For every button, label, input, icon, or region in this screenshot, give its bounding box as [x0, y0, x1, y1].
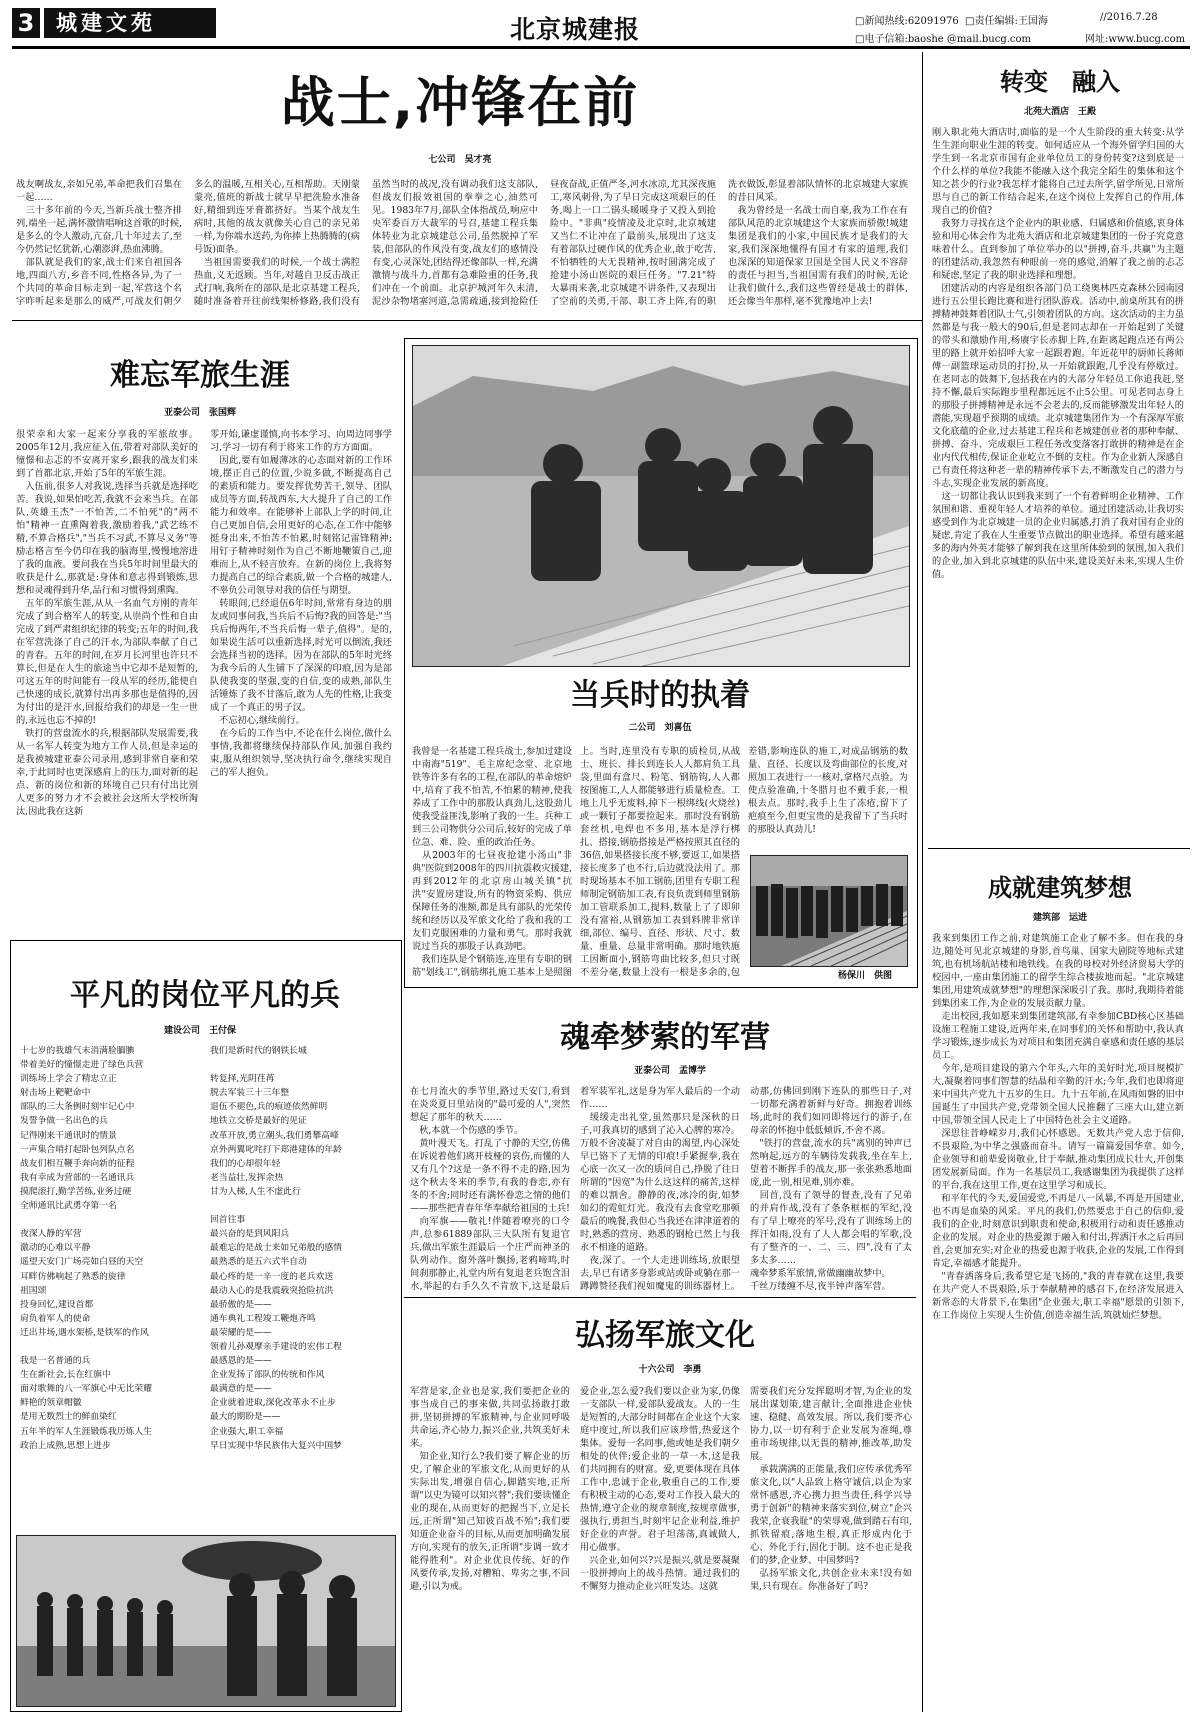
hunqian-bottom-rule	[404, 1297, 916, 1298]
main-article-col3: 虽然当时的战况,没有调动我们这支部队,但战友们报效祖国的拳拳之心,油然可见。1983年7月,部队全体指战员,响应中央军委百万大裁军的号召,基建工程兵集体转业为北京城建总公司,虽然脱掉了军装,但部队的作风没有变,战友们的感情没有变,心灵深处,团结得还像部队一样,充满激情与战斗力,首都有急难险重的任务,我们冲在一个前面。北京护城河年久未清,泥沙杂物堵塞河道,急需疏通,接到抢险任	[372, 179, 538, 307]
hongyang-col2: 爱企业,怎么爱?我们要以企业为家,仍像一支部队一样,爱部队爱战友。人的一生是短暂的,大部分时间都在企业这个大家庭中度过,所以我们应该珍惜,热爱这个集体。爱每一名同事,他或她是我们朝夕相处的伙伴;爱企业的一草一木,这是我们共同拥有的财富。爱,更要体现在具体工作中,忠诚于企业,敬重自己的工作,要有积极主动的心态,要对工作投入最大的热情,遵守企业的规章制度,按规章做事,强执行,勇担当,时刻牢记企业利益,维护好企业的声誉。君子坦荡荡,真诚做人,用心做事。 兴企业,如何兴?兴是振兴,就是要凝聚一股拼搏向上的战斗热情。通过我们的不懈努力推动企业兴旺发达。这就	[580, 1386, 740, 1592]
photo-top	[412, 345, 910, 667]
soldiers-parade-image	[17, 1536, 395, 1706]
right-column-rule	[928, 848, 1190, 849]
paper-name: 北京城建报	[509, 15, 640, 44]
hongyang-col1: 军营是家,企业也是家,我们要把企业的事当成自己的事来做,共同弘扬敢打敢拼,坚韧拼搏的军旅精神,与企业同呼吸共命运,齐心协力,振兴企业,共筑美好未来。 知企业,知行么?我们要了解企业的历史,了解企业的军旅文化,从而更好的从实际出发,增强自信心,脚踏实地,正所谓"以史为镜可以知兴替";我们要读懂企业的现在,从而更好的把握当下,立足长远,正所谓"知己知彼百战不殆";我们要知道企业奋斗的目标,从而更加明确发展方向,实现有的放矢,正所谓"步调一致才能得胜利"。对企业优良传统、好的作风要传承,发扬,对糟粕、卑劣之事,不回避,引以为戒。	[410, 1386, 570, 1592]
chengjiu-text: 我来到集团工作之前,对建筑施工企业了解不多。但在我的身边,随处可见北京城建的身影,首鸟巢、国家大剧院等地标式建筑,也有机场航站楼和地铁线。在我的母校对外经济贸易大学的校园中,一座由集团施工的留学生综合楼拔地而起。"北京城建集团,用建筑成就梦想"的理想深深吸引了我。那时,我期待着能到集团来工作,为企业的发展贡献力量。 走出校园,我如愿来到集团建筑部,有幸参加CBD核心区基础设施工程施工建设,近两年来,在同事们的关怀和帮助中,我认真学习锻炼,逐步成长为对项目和集团充满自豪感和责任感的基层员工。 今年,是项目建设的第六个年头,六年的美好时光,项目规模扩大,凝聚着同事们智慧的结晶和辛勤的汗水;今年,我们也即将迎来中国共产党九十五岁的生日。九十五年前,在风雨如磐的旧中国诞生了中国共产党,党带领全国人民推翻了三座大山,建立新中国,带领全国人民走上了中国特色社会主义道路。 深思往昔峥嵘岁月,我们心怀感恩。无数共产党人忠于信仰,不畏艰险,为中华之强盛而奋斗。请写一篇篇爱国华章。如今,企业领导和前辈爱岗敬业,甘于奉献,推动集团成长壮大,开创集团发展新局面。作为一名基层员工,我感谢集团为我提供了这样的平台,我在这里工作,更在这里学习和成长。 和平年代的今天,爱国爱党,不再是八一风暴,不再是开国建业,也不再是血染的风采。平凡的我们,仍然要忠于自己的信仰,爱我们的企业,时刻意识到职责和使命,积极用行动和责任感推动企业的发展。对企业的热爱源于融入和付出,挥洒汗水之后再回首,会更加充实;对企业的热爱也源于收获,企业的发展,工作得到肯定,幸福感才能提升。 "青春洒落身后,我希望它是飞扬的,"我的青春就在这里,我要在共产党人不畏艰险,乐于奉献精神的感召下,在经济发展进入新常态的大背景下,在集团"企业强大,职工幸福"愿景的引领下,在工作岗位上实现人生价值,创造幸福生活,筑就灿烂梦想。	[932, 933, 1184, 1321]
hunqian-col1: 在七月流火的季节里,路过天安门,看到在炎炎夏日里站岗的"最可爱的人",突然想起了那年的秋天…… 秋,本就一个伤感的季节。 黄叶漫天飞。打乱了寸静的天空,仿佛在诉说着他们离开枝桠的哀伤,而懂的人又有几个?这是一条不得不走的路,因为这个秋去冬来的季节,有我的眷恋,亦有冬的不舍;同时还有满怀眷恋之情的他们——那些把青春年华奉献给祖国的士兵! 向军旗——敬礼!伴随着嘹亮的口令声,总参61889部队三大队所有复退官兵,做出军旅生涯最后一个庄严而神圣的队列动作。窗外落叶飘扬,老鸦啼鸣,时间刹那静止,礼堂内所有复退老兵饱含泪水,举起的右手久久不肯放下,这是最后	[410, 1086, 570, 1292]
zhizhuo-col2: 上。当时,连里没有专职的质检员,从战士、班长、排长到连长人人都肩负工具袋,里面有盒尺、粉笔、钢筋钩,人人都按图施工,人人都能够进行质量检查。工地上几乎无废料,掉下一根绑线(火烧丝)或一颗钉子都要捡起来。那时没有钢筋套丝机,电焊也不多用,基本是浮行梆扎、搭接,钢筋搭接是严格按照其直径的36倍,如果搭接长度不够,要返工,如果搭接长度多了也不行,后边就没法用了。那时现场基本不加工钢筋,团里有专职工程师制定钢筋加工表,有良负责到师里钢筋加工管联系加工,提料,数量上了了即卯没有富裕,从钢筋加工表到料牌非常详细,部位、编号、直径、形状、尺寸、数量、重量、总量非常明确。那时地铁施工因断面小,钢筋弯曲比较多,但只寸既不差分毫,数量上没有一根是多余的,包	[580, 746, 740, 978]
hunqian-byline: 亚泰公司 孟博学	[633, 1066, 706, 1076]
nanwang-byline: 亚泰公司 张国辉	[163, 408, 236, 418]
page-number-badge: 3	[12, 8, 40, 38]
rebar-inspection-image	[751, 856, 907, 966]
pingfan-verse1: 十七岁的我雄气未消满脸腼腆 带着美好的憧憬走进了绿色兵营 训练场上学会了精忠立正 射击场上靶靶命中 部队的三大条例时刻牢记心中 发誓争做一名出色的兵 记得刚来干通讯时的情景 一声集合哨打起卧包列队点名 战友们相互鞭手奔向新的征程 我有幸成为营部的一名通讯兵 摸爬滚打,勤学苦练,业务过硬 全师通讯比武勇夺第一名 夜深人静的军营 激动的心难以平静 遥望天安门广场亮如白昼的天空 耳畔仿佛响起了熟悉的旋律 祖国颂 投身回忆,建设首都 肩负着军人的使命 迁出井场,遇水架桥,是铁军的作风 我是一名普通的兵 生在新社会,长在红旗中 面对歌舞的八一军旗心中无比荣耀 鲜艳的领章帽徽 是用无数烈士的鲜血染红 五年半的军人生涯锻炼我历炼人生 政治上成熟,思想上进步	[20, 1046, 152, 1451]
photo-bottom-credit: 杨保川 供图	[837, 971, 892, 981]
hunqian-col3: 动那,仿佛回到刚下连队的那些日子,对一切都充满着新鲜与好奇。拥抱着训练场,此时的我们如同即将远行的游子,在母亲的怀抱中低低倾诉,不舍不离。 "铁打的营盘,流水的兵"离别的钟声已然响起,远方的车辆待发载我,坐在车上,望着不断挥手的战友,那一张张熟悉地面庞,此一别,相见难,别亦难。 回首,没有了领导的督查,没有了兄弟的并肩作战,没有了条条框框的军纪,没有了早上嘹亮的军号,没有了训练场上的挥汗如雨,没有了人人都会唱的军歌,没有了整齐的一、二、三、四",没有了太多太多…… 魂牵梦系军旅情,常做幽幽故梦中。 千丝万缕缠不尽,夜半钟声落军营。	[750, 1086, 912, 1292]
photo-bottom	[750, 855, 908, 967]
pingfan-photo	[16, 1535, 396, 1707]
main-article-col2: 多么的温暖,互相关心,互相帮助。天刚蒙蒙亮,值班的新战士就早早把洗脸水准备好,精细到连牙膏都挤好。当某个战友生病时,其他的战友就像关心自己的亲兄弟一样,为你端水送药,为你捧上热腾腾的(病号饭)面条。 当祖国需要我们的时候,一个战士满腔热血,义无返顾。当年,对越自卫反击战正式打响,我所在的部队是北京基建工程兵,随时准备着开往前线架桥修路,我们没有	[194, 179, 360, 307]
website: 网址:www.bucg.com	[1085, 34, 1186, 45]
zhizhuo-col1: 我曾是一名基建工程兵战士,参加过建设中南海"519"、毛主席纪念堂、北京地铁等许多有名的工程,在部队的革命熔炉中,培育了我不怕苦,不怕累的精神,使我养成了工作中的那股认真劲儿,这股劲儿使我受益匪浅,影响了我的一生。兵种工到三公司物供分公司后,较好的完成了单位急、难、险、重的政治任务。 从2003年的七昼夜抢建小汤山"非典"医院到2008年的四川抗震救灾援建,再到2012年的北京房山城关镇"抗洪"安置房建设,所有的物资采购、供应保障任务的准额,都是具有部队的光荣传统和经历以及军旅文化给了我和我的工友们克服困难的力量和勇气。那时我就说过当兵的那股子认真劲吧。 我们连队是个钢筋连,连里有专职的钢筋"划线工",钢筋绑扎施工基本上是照图	[412, 746, 572, 978]
pingfan-title: 平凡的岗位平凡的兵	[70, 978, 340, 1013]
pingfan-verse2: 我们是新时代的钢铁长城 转复择,光阴荏苒 脱去军装三十三年整 退伍不褪色,兵的痕迹依然鲜明 地铁立交桥是最好的见证 改革开放,勇立潮头,我们勇攀高峰 京外两翼叱咤打下郑港建体的年龄 我们的心却很年轻 老当益壮,发挥余热 甘为人梯,人生不虚此行 回首往事 最兴奋的是到风阳兵 最难忘的是战士来如兄弟般的感情 最熟悉的是五六式半自动 最心疼的是一辛一度的老兵欢送 最动人心的是我震载突抢险抗洪 最骄傲的是—— 通车典礼工程竣工鞭炮齐鸣 最荣耀的是—— 领着儿孙观摩亲手建设的宏伟工程 最感恩的是—— 企业发扬了部队的传统和作风 最满意的是—— 企业就着进取,深化改革永不止步 最大的期盼是—— 企业强大,职工幸福 早日实现中华民族伟大复兴中国梦	[210, 1046, 342, 1451]
hongyang-title: 弘扬军旅文化	[575, 1318, 755, 1353]
nanwang-col2: 零开始,谦虚谨慎,向书本学习、向周边同事学习,学习一切有利于将来工作的方方面面。 因此,要有如履薄冰的心态面对新的工作环境,摆正自己的位置,少说多做,不断提高自己的素质和能力。要发挥优势苦干,领导、团队成员等方面,转战西东,大大提升了自己的工作能力和效率。在能够补上部队上学的时间,让自己更加自信,会用更好的心态,在工作中能够挺身出来,不怕苦不怕累,时刻铭记雷锋精神;用钉子精神时刻作为自己不断地鞭策自己,迎难而上,从不轻言放弃。在新的岗位上,我将努力提高自己的综合素质,做一个合格的城建人,不辜负公司领导对我的信任与期望。 转眼间,已经退伍6年时间,常常有身边的朋友或同事问我,当兵后不后悔?我的回答是:"当兵后悔两年,不当兵后悔一辈子,值得"。是的,如果说生活可以重新选择,时光可以倒流,我还会选择当初的选择。因为在部队的5年时光终为我今后的人生铺下了深深的印痕,因为是部队使我变的坚强,变的自信,变的成熟,部队生活锤炼了我不甘落后,敢为人先的性格,让我变成了一个真正的男子汉。 不忘初心,继续前行。 在今后的工作当中,不论在什么岗位,做什么事情,我都将继续保持部队作风,加强自我约束,服从组织领导,坚决执行命令,继续实现自己的军人抱负。	[210, 429, 392, 778]
zhizhuo-title: 当兵时的执着	[570, 678, 750, 713]
email: □电子信箱:baoshe @mail.bucg.com	[855, 34, 1032, 45]
zhuanbian-title: 转变 融入	[1000, 68, 1120, 96]
hunqian-title: 魂牵梦萦的军营	[560, 1020, 770, 1055]
soldiers-rooftop-image	[413, 346, 909, 666]
chengjiu-title: 成就建筑梦想	[988, 874, 1132, 902]
chengjiu-byline: 建筑部 运进	[1032, 913, 1087, 923]
section-title: 城建文苑	[44, 8, 216, 38]
zhizhuo-col3: 差错,影响连队的施工,对成品钢筋的数量、直径、长度以及弯曲部位的长度,对照加工表进行一一核对,拿格尺点验。为使点验准确,十冬腊月也不戴手套,一根根去点。那时,我手上生了冻疮,留下了疤痕至今,但更宝贵的是我留下了当兵时的那股认真劲儿!	[748, 746, 908, 835]
zhuanbian-byline: 北苑大酒店 王殿	[1023, 107, 1096, 117]
header-rule	[12, 46, 1190, 49]
main-article-title: 战士,冲锋在前	[280, 71, 640, 134]
zhuanbian-text: 刚入职北苑大酒店时,面临的是一个人生阶段的重大转变:从学生生涯向职业生涯的转变。如何适应从一个海外留学归国的大学生到一名北京市国有企业单位员工的身份转变?这到底是一个什么样的单位?我能不能融入这个我完全陌生的集体和这个知之甚少的行业?我怎样才能将自己过去所学,留学所见,日常所思与自己的新工作结合起来,在这个岗位上发挥自己的作用,体现自己的价值? 我努力寻找在这个企业内的职业感、归属感和价值感,衷身体验和用心体会作为北苑大酒店和北京城建集团的一份子究竟意味着什么。直到参加了单位举办的以"拼搏,奋斗,共赢"为主题的团建活动,我忽然有种眼前一亮的感觉,消解了我之前的忐忑和疑虑,坚定了我的职业选择和理想。 团建活动的内容是组织各部门员工绕奥林匹克森林公园南园进行五公里长跑比赛和进行团队游戏。活动中,前桌所其有的拼搏精神鼓舞着团队士气,引领着团队的方向。这次活动的主力虽然都是与我一般大的90后,但是老同志却在一开始起到了关键的带头和激励作用,杨赓宇长赤脚上阵,在距离起跑点还有两公里的路上就开始招呼大家一起跟着跑。年近花甲的厨师长蒋师傅一副篮球运动员的打扮,从一开始就跟跑,几乎没有停歇过。在老同志的鼓舞下,包括我在内的大部分年轻员工你追我赶,坚持不懈,最后实际跑步里程都远远不止5公里。可见老同志身上的那股子拼搏精神是永远不会老去的,反而能够激发出年轻人的潜能,实现超乎预期的成绩。北京城建集团作为一个有深厚军旅文化底蕴的企业,过去基建工程兵和老城建创业者的那种奉献、拼搏、奋斗、完成艰巨工程任务改变落客打敢拼的精神是在企业内代代相传,保证企业屹立不倒的支柱。作为企业新人深感自己有责任将这种老一辈的精神传承下去,不断激发自己的潜力与斗志,实现企业发展的新高度。 这一切都让我认识到我来到了一个有着鲜明企业精神、工作氛围和谐、重视年轻人才培养的单位。通过团建活动,让我切实感受到作为北京城建一员的企业归属感,打消了我对国有企业的疑虑,肯定了我在人生重要节点做出的职业选择。希望有越来越多的海内外英才能够了解到我在这里所体验到的氛围,加入我们的企业,加入到北京城建的队伍中来,建设美好未来,实现人生价值。	[932, 127, 1184, 580]
hotline: □新闻热线:62091976	[855, 16, 959, 27]
main-article-byline: 七公司 吴才亮	[428, 155, 492, 165]
main-article-col1: 战友啊战友,亲如兄弟,革命把我们召集在一起…… 三十多年前的今天,当新兵战士整齐排列,端坐一起,满怀激情唱响这首歌的时候,是多么的令人激动,亢奋,几十年过去了,至今仍然记忆犹新,心潮澎湃,热血沸腾。 部队就是我们的家,战士们来自祖国各地,四面八方,乡音不同,性格各异,为了一个共同的革命目标走到一起,军营这个名字昨听起来是那么的威严,可战友们朝夕	[16, 179, 182, 307]
hongyang-col3: 需要我们充分发挥聪明才智,为企业的发展出谋划策,建言献计,全面推进企业快速、稳健、高效发展。所以,我们要齐心协力,以一切有利于企业发展为准绳,尊重市场规律,以无畏的精神,推改革,助发展。 承载满满的正能量,我们应传承优秀军旅文化,以"人品致上格守诚信,以企为家常怀感恩,齐心携力担当责任,科学兴导勇于创新"的精神来落实到位,树立"企兴我荣,企衰我耻"的荣辱观,做到踏石有印,抓铁留痕,落地生根,真正形成内化于心、外化于行,固化于制。这不也正是我们的梦,企业梦、中国梦吗? 弘扬军旅文化,共创企业未来!没有如果,只有现在。你准备好了吗?	[750, 1386, 912, 1592]
pingfan-byline: 建设公司 王付保	[163, 1026, 236, 1036]
editor: □责任编辑:王国海	[965, 16, 1048, 27]
nanwang-col1: 很荣幸和大家一起来分享我的军旅故事。2005年12月,我应征入伍,带着对部队美好的憧憬和忐忑的不安离开家乡,跟我的战友们来到了首都北京,开始了5年的军旅生涯。 入伍前,很多人对我说,选择当兵就是选择吃苦。我说,如果怕吃苦,我就不会来当兵。在部队,英雄王杰"一不怕苦,二不怕死"的"两不怕"精神一直熏陶着我,激励着我,"武艺练不精,不算合格兵","当兵不习武,不算尽义务"等励志格言至今仍印在我的脑海里,慢慢地溶进了我的血液。要问我在当兵5年时间里最大的收获是什么,那就是:身体和意志得到锻炼,思想和灵魂得到升华,品行和习惯得到熏陶。 五年的军旅生涯,从从一名血气方刚的青年完成了到合格军人的转变,从崇尚个性和自由完成了到严肃组织纪律的转变;五年的时间,我在军营洗涤了自己的汗水,为部队奉献了自己的青春。五年的时间,在岁月长河里也许只不算长,但是在人生的旅途当中它却不是短暂的,可这五年的时间能有一段从军的经历,能使自己快速的成长,就算付出再多那也是值得的,因为付出的是汗水,回报给我们的却是一生一世的,永远也忘不掉的! 铁打的营盘流水的兵,根据部队发展需要,我从一名军人转变为地方工作人员,但是幸运的是我被城建亚泰公司录用,感到非常自豪和荣幸,于此同时也更深感肩上的压力,面对新的起点、新的岗位和新的环境自己只有付出比别人更多的努力才不会被社会这所大学校所淘汰,因此我在这新	[16, 429, 198, 817]
zhizhuo-byline: 二公司 刘喜伍	[628, 723, 692, 733]
date: //2016.7.28	[1100, 12, 1158, 23]
main-article-col4: 昼夜奋战,正值严冬,河水冰凉,尤其深夜施工,寒风刺骨,为了早日完成这项艰巨的任务,喝上一口二锅头暖暖身子又投入到抢险中。"非典"疫情凌及北京时,北京城建又当仁不让冲在了最前头,展现出了这支有着部队过硬作风的优秀企业,敢于吃苦,不怕牺牲的大无畏精神,按时圆满完成了抢建小汤山医院的艰巨任务。"7.21"特大暴雨来袭,北京城建不讲条件,又表现出了空前的关勇,干部、职工齐上阵,有的职	[550, 179, 716, 307]
main-article-bottom-rule	[12, 320, 922, 321]
hunqian-col2: 着军装军礼,这是身为军人最后的一个动作…… 缓缓走出礼堂,虽然那只是深秋的日子,可我真切的感到了沁入心脾的寒冷。万般不舍凌凝了对自由的渴望,内心深处早已铬下了无情的印痕!手紧握拳,我在心底一次又一次的质问自己,挣脱了往日所谓的"因宽"为什么这这样的痛苦,这样的难以割舍。静静的夜,冰冷的街,如梦如幻的霓虹灯光。我没有去食堂吃那顿最后的晚餐,我但心当我还在津津道着的时,熟悉的营房、熟悉的钢枪已然上与我永不相逢的道路。 夜,深了。一个人走进训练场,放眼望去,早已有诸多身影或站或卧或躺在那一蹲蹲赞径我们视如魔鬼的训练器材上。	[580, 1086, 740, 1292]
hongyang-byline: 十六公司 李勇	[638, 1365, 702, 1375]
column-divider	[922, 52, 923, 1712]
nanwang-title: 难忘军旅生涯	[110, 358, 290, 393]
main-article-col5: 洗衣做饭,彰显着部队情怀的北京城建大家族的昔日风采。 我为曾经是一名战士而自豪,我为工作在有部队风范的北京城建这个大家族而骄傲!城建集团是我们的小家,中国民族才是我们的大家,我们深深地懂得有国才有家的道理,我们也深深的知道保家卫国是全国人民义不容辞的责任与担当,当祖国需有我们的时候,无论让我们做什么,我们这些曾经是战士的群体,还会像当年那样,毫不犹豫地冲上去!	[728, 179, 908, 307]
